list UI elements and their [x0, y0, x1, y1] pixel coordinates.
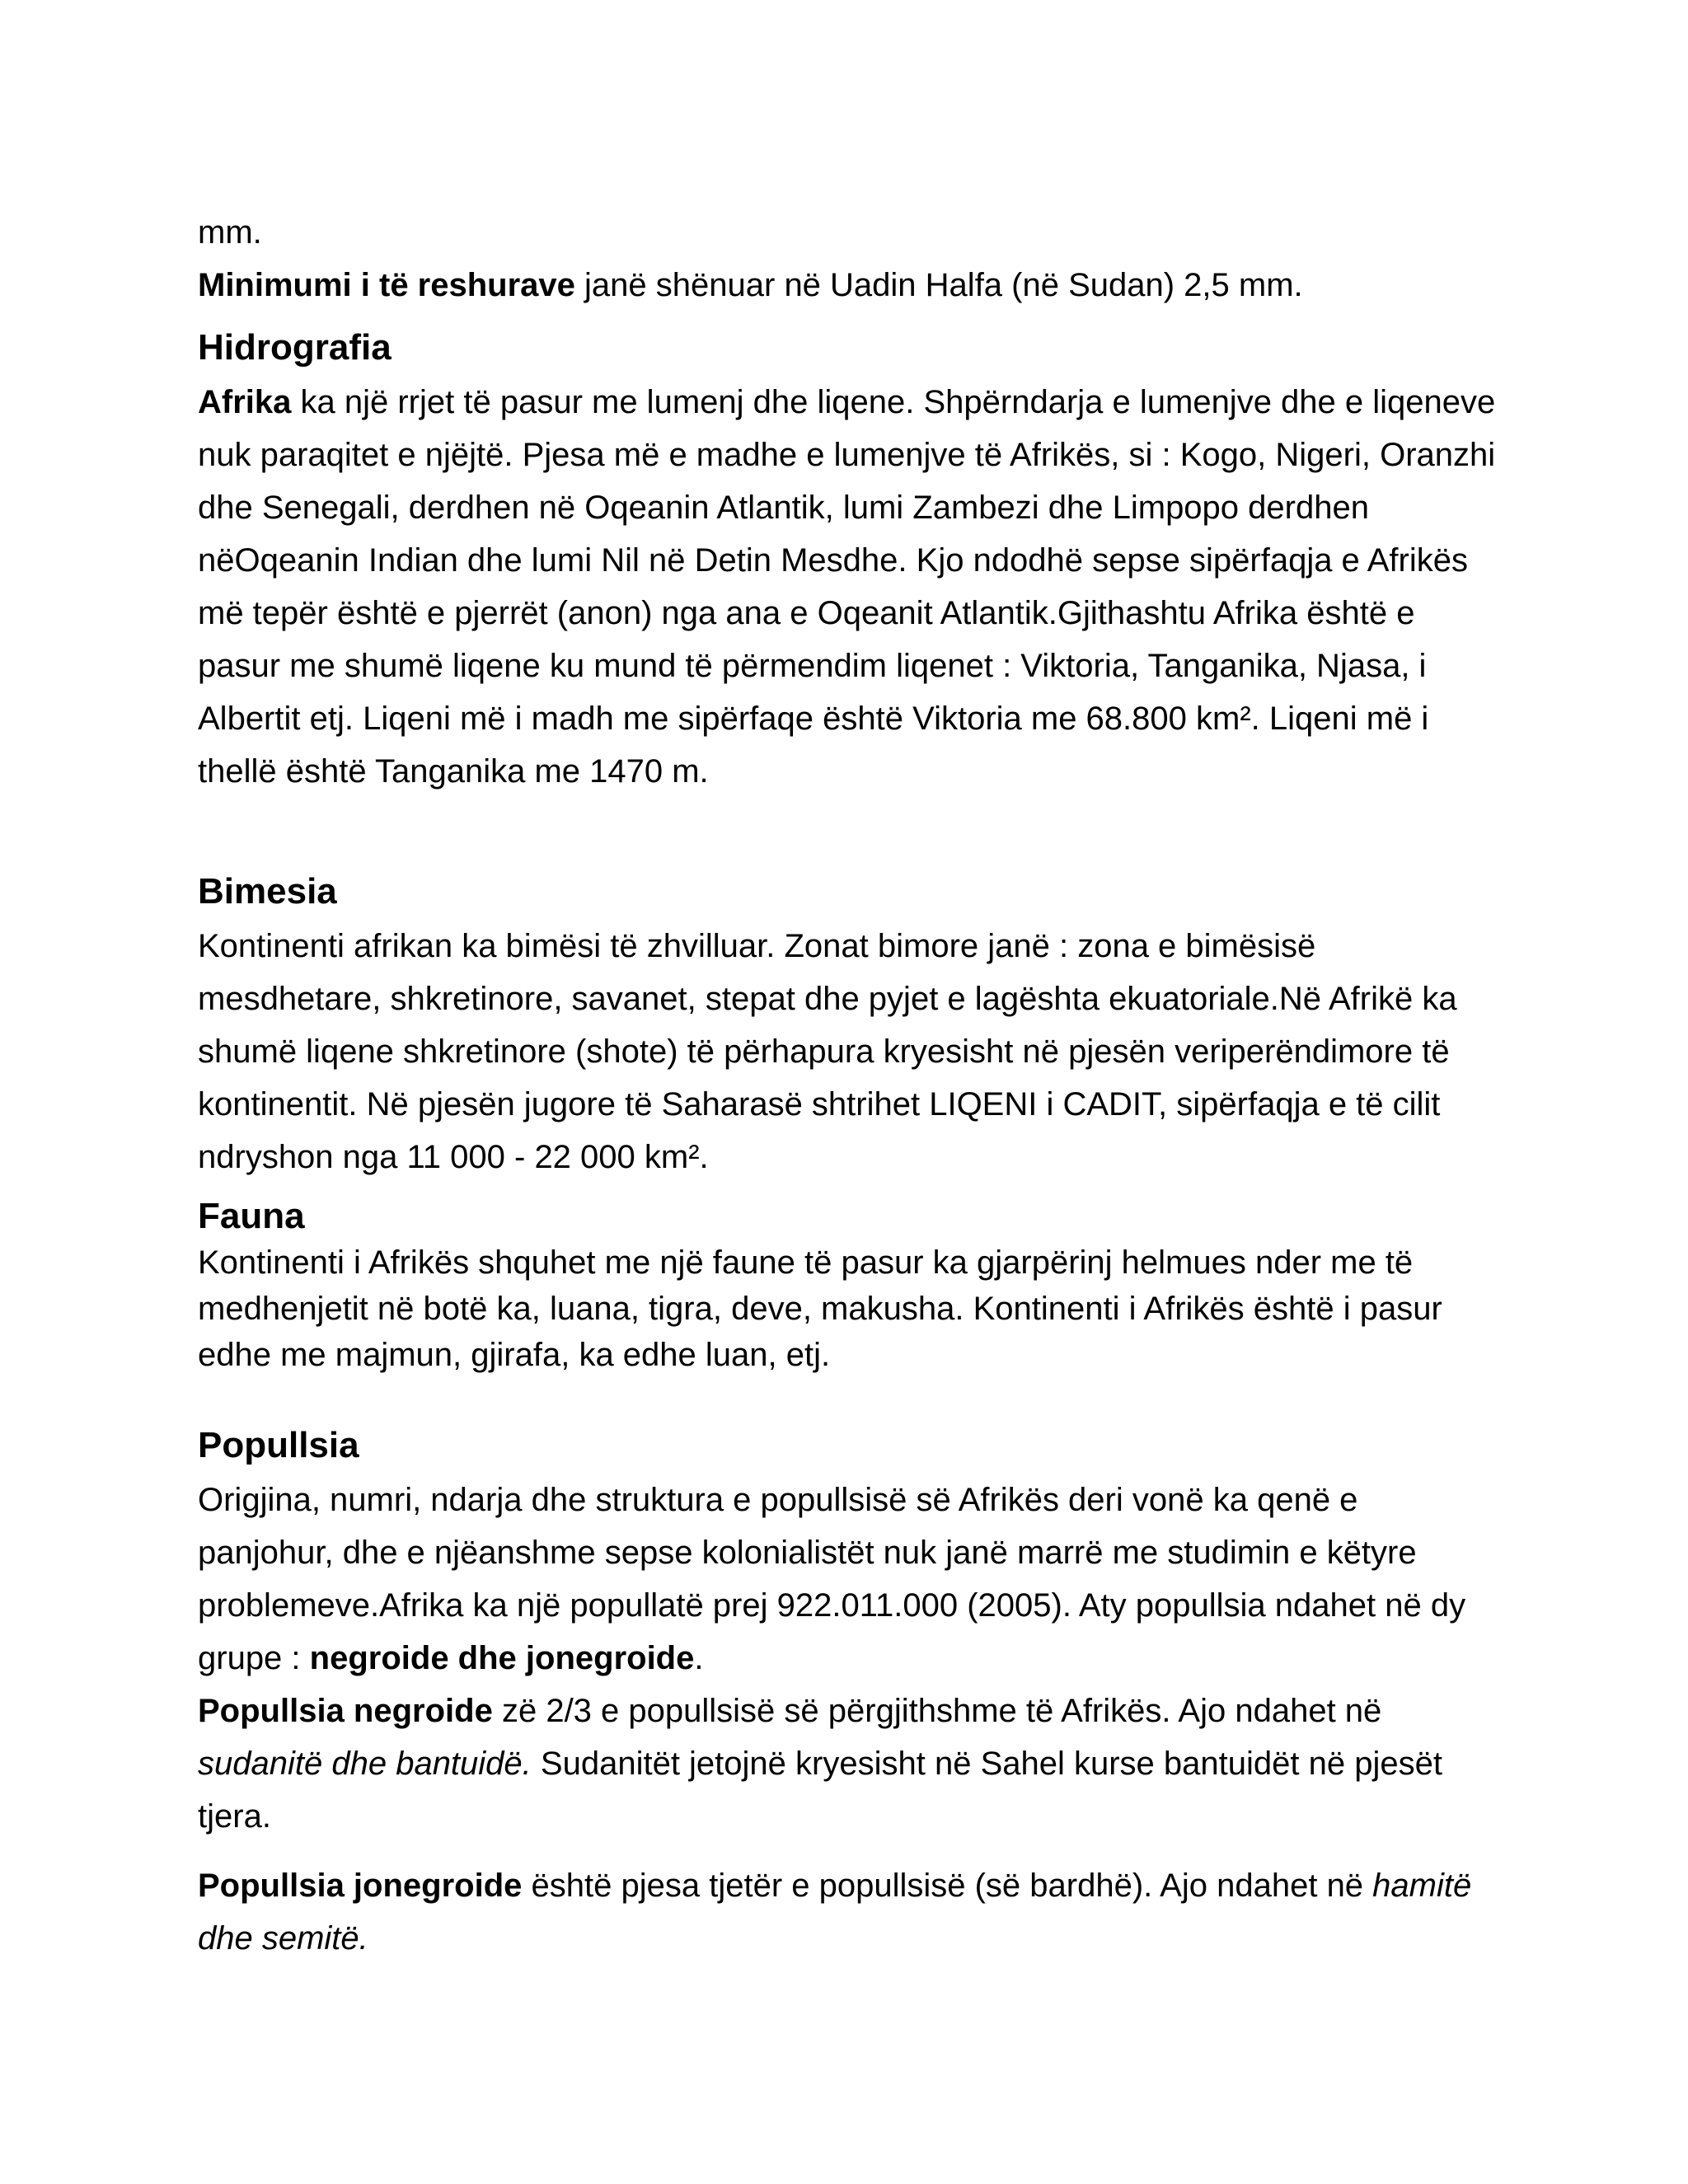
heading-bimesia: Bimesia	[198, 871, 337, 912]
negroide-italic: sudanitë dhe bantuidë.	[198, 1746, 532, 1782]
negroide-bold-label: Popullsia negroide	[198, 1693, 493, 1729]
intro-minimum-paragraph	[198, 259, 1500, 312]
hidrografia-paragraph	[198, 376, 1500, 798]
heading-fauna: Fauna	[198, 1196, 305, 1236]
minimum-text: janë shënuar në Uadin Halfa (në Sudan) 2,5 mm.	[574, 267, 1303, 303]
jonegroide-text: është pjesa tjetër e popullsisë (së bardhë). Ajo ndahet në	[522, 1868, 1373, 1904]
popullsia-groups-bold: negroide dhe jonegroide	[309, 1640, 695, 1676]
popullsia-groups-end: .	[694, 1640, 704, 1676]
popullsia-paragraph	[198, 1474, 1500, 1685]
heading-popullsia: Popullsia	[198, 1425, 359, 1465]
negroide-paragraph	[198, 1685, 1500, 1843]
hidrografia-bold-lead: Afrika	[198, 384, 292, 420]
hidrografia-text: ka një rrjet të pasur me lumenj dhe liqene. Shpërndarja e lumenjve dhe e liqeneve nuk paraqitet e njëjtë. Pjesa më e madhe e lumenjve të Afrikës, si : Kogo, Nigeri, Oranzhi dhe Senegali, derdhen në Oqeanin Atlantik, lumi Zambezi dhe Limpopo derdhen nëOqeanin Indian dhe lumi Nil në Detin Mesdhe. Kjo ndodhë sepse sipërfaqja e Afrikës më tepër është e pjerrët (anon) nga ana e Oqeanit Atlantik.Gjithashtu Afrika është e pasur me shumë liqene ku mund të përmendim liqenet : Viktoria, Tanganika, Njasa, i Albertit etj. Liqeni më i madh me sipërfaqe është Viktoria me 68.800 km². Liqeni më i thellë është Tanganika me 1470 m.	[198, 384, 1496, 790]
bimesia-paragraph: Kontinenti afrikan ka bimësi të zhvilluar. Zonat bimore janë : zona e bimësisë mesdhetare, shkretinore, savanet, stepat dhe pyjet e lagështa ekuatoriale.Në Afrikë ka shumë liqene shkretinore (shote) të përhapura kryesisht në pjesën veriperëndimore të kontinentit. Në pjesën jugore të Saharasë shtrihet LIQENI i CADIT, sipërfaqja e të cilit ndryshon nga 11 000 - 22 000 km².	[198, 928, 1457, 1175]
popullsia-text: Origjina, numri, ndarja dhe struktura e popullsisë së Afrikës deri vonë ka qenë e panjohur, dhe e njëanshme sepse kolonialistët nuk janë marrë me studimin e këtyre problemeve.Afrika ka një popullatë prej 922.011.000 (2005). Aty popullsia ndahet në dy grupe :	[198, 1482, 1466, 1676]
intro-line-mm: mm.	[198, 214, 262, 251]
minimum-bold-label: Minimumi i të reshurave	[198, 267, 575, 303]
jonegroide-italic: hamitë dhe semitë.	[198, 1868, 1472, 1957]
heading-hidrografia: Hidrografia	[198, 327, 392, 368]
jonegroide-bold-label: Popullsia jonegroide	[198, 1868, 523, 1904]
negroide-text: zë 2/3 e popullsisë së përgjithshme të Afrikës. Ajo ndahet në	[492, 1693, 1382, 1729]
negroide-rest: Sudanitët jetojnë kryesisht në Sahel kurse bantuidët në pjesët tjera.	[198, 1746, 1442, 1835]
jonegroide-paragraph	[198, 1859, 1500, 1965]
fauna-paragraph: Kontinenti i Afrikës shquhet me një faune të pasur ka gjarpërinj helmues nder me të medhenjetit në botë ka, luana, tigra, deve, makusha. Kontinenti i Afrikës është i pasur edhe me majmun, gjirafa, ka edhe luan, etj.	[198, 1244, 1442, 1373]
